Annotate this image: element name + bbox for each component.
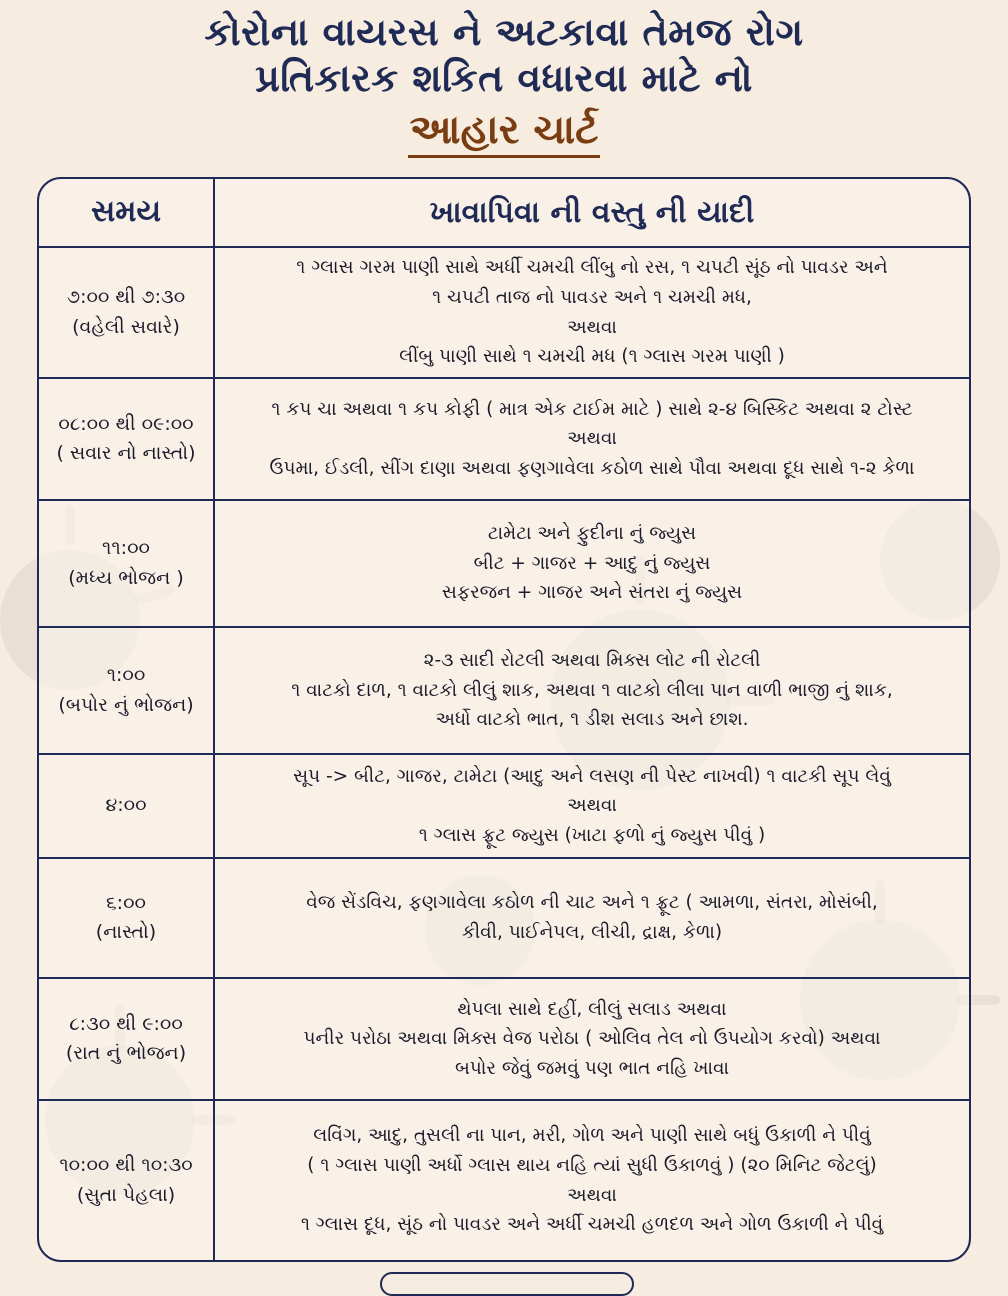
items-cell	[215, 755, 969, 857]
items-cell	[215, 979, 969, 1099]
item-line: ટામેટા અને ફુદીના નું જ્યુસ	[487, 523, 697, 545]
time-text: ૪:૦૦	[105, 794, 147, 817]
item-line: કીવી, પાઈનેપલ, લીચી, દ્રાક્ષ, કેળા)	[461, 922, 723, 943]
table-row	[39, 755, 969, 859]
item-line: વેજ સેંડવિચ, ફણગાવેલા કઠોળ ની ચાટ અને ૧ ફ્રૂટ ( આમળા, સંતરા, મોસંબી,	[306, 892, 878, 914]
time-text: ૧:૦૦	[106, 664, 146, 687]
item-line: લીંબુ પાણી સાથે ૧ ચમચી મધ (૧ ગ્લાસ ગરમ પાણી )	[399, 346, 785, 368]
table-row	[39, 379, 969, 501]
item-line: અથવા	[567, 1184, 617, 1206]
meal-label: (મધ્ય ભોજન )	[68, 566, 184, 589]
items-cell	[215, 859, 969, 977]
item-line: લવિંગ, આદુ, તુસલી ના પાન, મરી, ગોળ અને પાણી સાથે બધું ઉકાળી ને પીવું	[313, 1125, 871, 1147]
item-line: ૧ કપ ચા અથવા ૧ કપ કોફી ( માત્ર એક ટાઈમ માટે ) સાથે ૨-૪ બિસ્કિટ અથવા ૨ ટોસ્ટ	[271, 398, 913, 420]
meal-label: (વહેલી સવારે)	[72, 315, 180, 338]
time-text: ૮:૩૦ થી ૯:૦૦	[69, 1012, 183, 1035]
meal-label: (નાસ્તો)	[95, 921, 157, 943]
table-row	[39, 628, 969, 755]
item-line: સૂપ -> બીટ, ગાજર, ટામેટા (આદુ અને લસણ ની પેસ્ટ નાખવી) ૧ વાટકી સૂપ લેવું	[293, 765, 891, 787]
meal-label: (રાત નું ભોજન)	[65, 1042, 187, 1064]
item-line: ૧ ગ્લાસ ફ્રૂટ જ્યુસ (ખાટા ફળો નું જ્યુસ પીવું )	[418, 824, 766, 846]
diet-chart-table	[37, 177, 971, 1262]
item-line: અથવા	[567, 316, 617, 338]
item-line: અથવા	[567, 795, 617, 817]
time-cell	[39, 248, 215, 377]
time-cell	[39, 755, 215, 857]
time-text: ૬:૦૦	[106, 891, 146, 914]
item-line: ૧ વાટકો દાળ, ૧ વાટકો લીલું શાક, અથવા ૧ વાટકો લીલા પાન વાળી ભાજી નું શાક,	[291, 679, 893, 701]
table-row	[39, 979, 969, 1101]
item-line: ૨-૩ સાદી રોટલી અથવા મિક્સ લોટ ની રોટલી	[423, 650, 761, 672]
items-cell	[215, 1101, 969, 1260]
item-line: પનીર પરોઠા અથવા મિક્સ વેજ પરોઠા ( ઓલિવ તેલ નો ઉપયોગ કરવો) અથવા	[303, 1028, 881, 1050]
table-row	[39, 501, 969, 628]
time-cell	[39, 379, 215, 499]
title-line-1: કોરોના વાયરસ ને અટકાવા તેમજ રોગ	[204, 10, 804, 54]
item-line: ૧ ચપટી તાજ નો પાવડર અને ૧ ચમચી મધ,	[432, 286, 752, 308]
item-line: થેપલા સાથે દહીં, લીલું સલાડ અથવા	[457, 998, 727, 1020]
time-cell	[39, 501, 215, 626]
time-text: ૧૧:૦૦	[102, 537, 150, 560]
meal-label: (બપોર નું ભોજન)	[58, 693, 194, 716]
item-line: સફરજન + ગાજર અને સંતરા નું જ્યુસ	[441, 582, 743, 604]
item-line: અથવા	[567, 428, 617, 450]
time-text: ૧૦:૦૦ થી ૧૦:૩૦	[59, 1154, 193, 1177]
header	[0, 0, 1008, 158]
bottom-tab-edge	[380, 1272, 634, 1296]
item-line: ૧ ગ્લાસ દૂધ, સૂંઠ નો પાવડર અને અર્ધી ચમચી હળદળ અને ગોળ ઉકાળી ને પીવું	[300, 1214, 884, 1236]
time-text: ૭:૦૦ થી ૭:૩૦	[66, 286, 186, 309]
item-line: અર્ધો વાટકો ભાત, ૧ ડીશ સલાડ અને છાશ.	[435, 709, 749, 731]
time-cell	[39, 979, 215, 1099]
time-cell	[39, 1101, 215, 1260]
time-cell	[39, 859, 215, 977]
meal-label: (સુતા પેહલા)	[76, 1183, 176, 1206]
column-header-time: સમય	[39, 179, 215, 246]
table-header-row	[39, 179, 969, 248]
item-line: બપોર જેવું જમવું પણ ભાત નહિ ખાવા	[454, 1057, 730, 1079]
item-line: ( ૧ ગ્લાસ પાણી અર્ધો ગ્લાસ થાય નહિ ત્યાં સુધી ઉકાળવું ) (૨૦ મિનિટ જેટલું)	[307, 1154, 877, 1176]
items-cell	[215, 501, 969, 626]
items-cell	[215, 628, 969, 753]
item-line: ૧ ગ્લાસ ગરમ પાણી સાથે અર્ધી ચમચી લીંબુ નો રસ, ૧ ચપટી સૂંઠ નો પાવડર અને	[296, 257, 888, 279]
table-row	[39, 859, 969, 979]
table-row	[39, 248, 969, 379]
time-cell	[39, 628, 215, 753]
item-line: બીટ + ગાજર + આદુ નું જ્યુસ	[473, 552, 711, 574]
item-line: ઉપમા, ઈડલી, સીંગ દાણા અથવા ફણગાવેલા કઠોળ સાથે પૌવા અથવા દૂધ સાથે ૧-૨ કેળા	[269, 457, 915, 479]
meal-label: ( સવાર નો નાસ્તો)	[56, 442, 196, 464]
time-text: ૦૮:૦૦ થી ૦૯:૦૦	[58, 412, 194, 435]
items-cell	[215, 248, 969, 377]
title-line-2: પ્રતિકારક શકિત વધારવા માટે નો	[255, 55, 753, 100]
column-header-items: ખાવાપિવા ની વસ્તુ ની યાદી	[429, 194, 755, 230]
table-row	[39, 1101, 969, 1260]
diet-chart-subtitle: આહાર ચાર્ટ	[408, 107, 601, 158]
items-cell	[215, 379, 969, 499]
